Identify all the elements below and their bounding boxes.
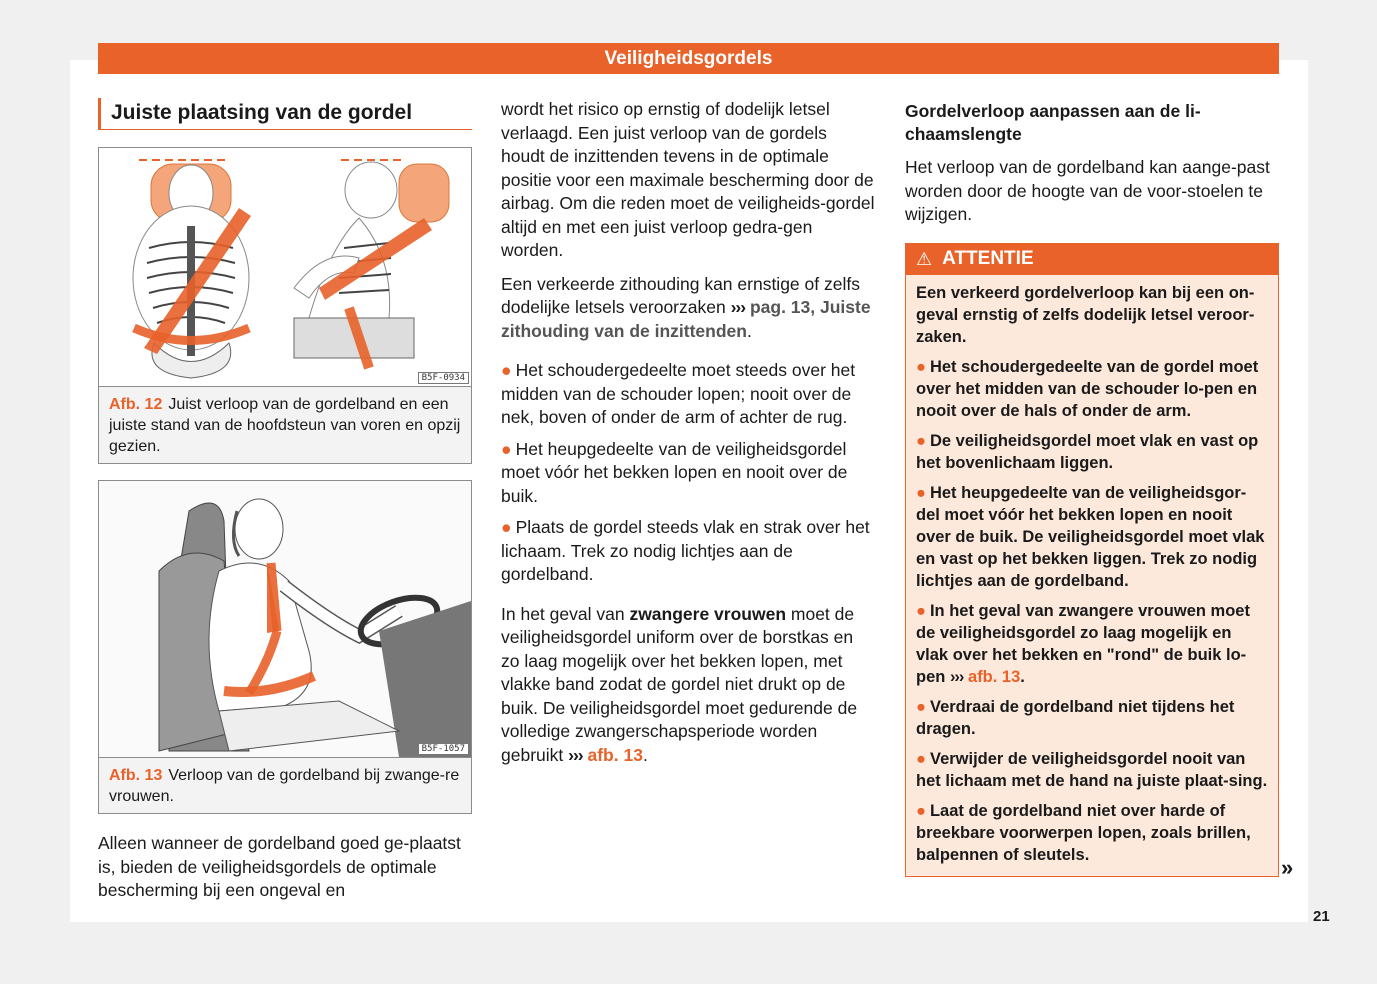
pregnant-woman-illustration bbox=[99, 481, 471, 758]
paragraph-end: . bbox=[642, 744, 648, 765]
warning-title: ATTENTIE bbox=[942, 248, 1034, 269]
figure-label: Afb. 12 bbox=[109, 396, 163, 413]
figure-caption bbox=[99, 387, 471, 463]
chapter-title: Veiligheidsgordels bbox=[604, 47, 773, 69]
figure-caption-text: Verloop van de gordelband bij zwange-re vrouwen. bbox=[109, 767, 460, 805]
bullet-dot-icon: ● bbox=[916, 697, 926, 716]
warning-bullet bbox=[916, 800, 1268, 866]
body-paragraph: Het verloop van de gordelband kan aange-past worden door de hoogte van de voor-stoelen te wijzigen. bbox=[905, 157, 1270, 224]
paragraph-bold-text: zwangere vrouwen bbox=[629, 603, 787, 624]
reference-arrows: ››› bbox=[730, 297, 746, 317]
warning-bullet-text: De veiligheidsgordel moet vlak en vast op het bovenlichaam liggen. bbox=[916, 431, 1259, 472]
bullet-text: Plaats de gordel steeds vlak en strak over het lichaam. Trek zo nodig lichtjes aan de gordelband. bbox=[501, 517, 870, 584]
bullet-item bbox=[501, 438, 875, 509]
warning-bullet-text: In het geval van zwangere vrouwen moet de veiligheidsgordel zo laag mogelijk en vlak over het bekken en "rond" de buik lo-pen bbox=[916, 601, 1250, 686]
bullet-item bbox=[501, 516, 875, 587]
seatbelt-skeleton-illustration bbox=[99, 148, 471, 387]
middle-column bbox=[501, 98, 875, 777]
bullet-dot-icon: ● bbox=[501, 438, 512, 459]
body-paragraph: Alleen wanneer de gordelband goed ge-plaatst is, bieden de veiligheidsgordels de optimale bescherming bij een ongeval en bbox=[98, 833, 461, 900]
warning-bullet bbox=[916, 356, 1268, 422]
figure-12 bbox=[98, 147, 472, 464]
warning-bullet-text: Het schoudergedeelte van de gordel moet over het midden van de schouder lo-pen en nooit over de hals of onder de arm. bbox=[916, 357, 1259, 420]
paragraph-end: . bbox=[1020, 667, 1025, 686]
page-number: 21 bbox=[1313, 908, 1330, 925]
paragraph-text: Een verkeerde zithouding kan ernstige of zelfs dodelijke letsels veroorzaken bbox=[501, 273, 860, 317]
bullet-text: Het heupgedeelte van de veiligheidsgordel moet vóór het bekken lopen en nooit over de buik. bbox=[501, 438, 848, 506]
body-paragraph bbox=[501, 603, 875, 768]
body-paragraph: wordt het risico op ernstig of dodelijk letsel verlaagd. Een juist verloop van de gordels houdt de inzittenden tevens in de optimale positie voor een maximale bescherming door de airbag. Om die reden moet de veiligheids-gordel altijd en met een juist verloop gedra-gen worden. bbox=[501, 99, 875, 260]
bullet-dot-icon: ● bbox=[916, 483, 926, 502]
continue-mark: » bbox=[1281, 855, 1294, 880]
bullet-item bbox=[501, 359, 875, 430]
warning-bullet bbox=[916, 482, 1268, 592]
warning-bullet-text: Het heupgedeelte van de veiligheidsgor-del moet vóór het bekken lopen en nooit over de buik. De veiligheidsgordel moet vlak en vast op het bekken liggen. Trek zo nodig lichtjes aan de gordelband. bbox=[916, 483, 1265, 590]
figure-caption bbox=[99, 758, 471, 813]
figure-code: B5F-1057 bbox=[418, 743, 469, 755]
warning-bullet-text: Laat de gordelband niet over harde of breekbare voorwerpen lopen, zoals brillen, balpennen of sleutels. bbox=[916, 801, 1251, 864]
warning-bullet bbox=[916, 600, 1268, 688]
paragraph-text: In het geval van bbox=[501, 603, 625, 624]
warning-bullet bbox=[916, 748, 1268, 792]
left-column bbox=[98, 95, 472, 913]
chapter-header bbox=[98, 43, 1279, 74]
warning-triangle-icon: ⚠ bbox=[916, 248, 933, 269]
bullet-dot-icon: ● bbox=[501, 360, 512, 380]
figure-13 bbox=[98, 480, 472, 814]
bullet-dot-icon: ● bbox=[916, 801, 926, 820]
page-reference-link[interactable]: pag. 13, Juiste zithouding van de inzittenden bbox=[501, 297, 871, 341]
bullet-dot-icon: ● bbox=[916, 749, 926, 768]
warning-header bbox=[906, 244, 1278, 275]
bullet-dot-icon: ● bbox=[916, 431, 926, 450]
reference-arrows: ››› bbox=[568, 744, 583, 765]
warning-intro: Een verkeerd gordelverloop kan bij een on-geval ernstig of zelfs dodelijk letsel veroor-zaken. bbox=[916, 283, 1255, 346]
warning-bullet bbox=[916, 430, 1268, 474]
warning-bullet bbox=[916, 696, 1268, 740]
figure-code: B5F-0934 bbox=[418, 372, 469, 384]
warning-box bbox=[905, 243, 1279, 877]
reference-arrows: ››› bbox=[949, 667, 964, 686]
pregnant-woman-svg bbox=[99, 481, 471, 757]
bullet-text: Het schoudergedeelte moet steeds over het midden van de schouder lopen; nooit over de nek, boven of onder de arm of achter de rug. bbox=[501, 360, 856, 427]
body-paragraph bbox=[501, 273, 875, 344]
figure-caption-text: Juist verloop van de gordelband en een juiste stand van de hoofdsteun van voren en opzij gezien. bbox=[109, 396, 461, 455]
bullet-dot-icon: ● bbox=[501, 517, 512, 537]
right-column bbox=[905, 98, 1279, 877]
warning-bullet-text: Verwijder de veiligheidsgordel nooit van het lichaam met de hand na juiste plaat-sing. bbox=[916, 749, 1268, 790]
skeleton-illustration-svg bbox=[99, 148, 471, 386]
warning-body bbox=[906, 275, 1278, 876]
bullet-dot-icon: ● bbox=[916, 357, 926, 376]
figure-label: Afb. 13 bbox=[109, 767, 163, 784]
paragraph-text: moet de veiligheidsgordel uniform over de borstkas en zo laag mogelijk over het bekken lopen, met vlakke band zodat de gordel niet drukt op de buik. De veiligheidsgordel moet gedurende de volledige zwangerschapsperiode worden gebruikt bbox=[501, 603, 858, 765]
figure-reference-link[interactable]: afb. 13 bbox=[968, 667, 1021, 686]
warning-bullet-text: Verdraai de gordelband niet tijdens het dragen. bbox=[916, 697, 1235, 738]
subsection-heading: Gordelverloop aanpassen aan de li-chaamslengte bbox=[905, 101, 1201, 144]
section-title: Juiste plaatsing van de gordel bbox=[98, 98, 472, 130]
bullet-dot-icon: ● bbox=[916, 601, 926, 620]
paragraph-end: . bbox=[746, 320, 752, 341]
figure-reference-link[interactable]: afb. 13 bbox=[587, 744, 643, 765]
